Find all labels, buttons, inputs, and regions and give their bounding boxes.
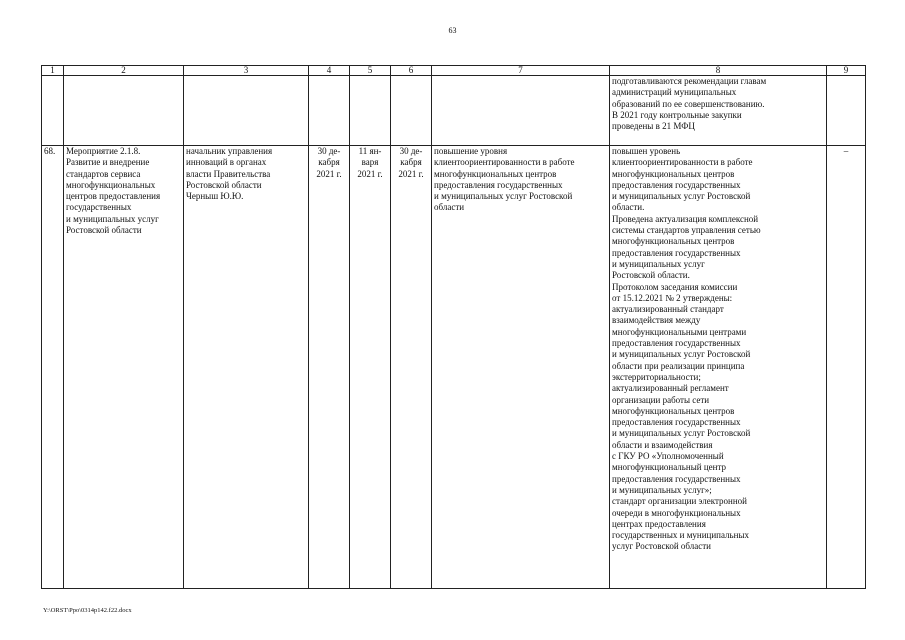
text-line: и муниципальных услуг — [612, 258, 705, 269]
measure-name-cell — [64, 146, 184, 589]
responsible-cell — [184, 146, 309, 589]
text-line: взаимодействия между — [612, 315, 701, 326]
column-number: 9 — [827, 66, 866, 76]
text-line: 30 де- — [317, 146, 341, 156]
text-line: образований по ее совершенствованию. — [612, 98, 765, 109]
text-line: центров предоставления — [66, 191, 161, 202]
text-line: начальник управления — [186, 146, 273, 156]
problems-cell: – — [827, 146, 866, 589]
text-line: и муниципальных услуг — [66, 213, 159, 224]
column-number-row — [42, 66, 866, 76]
text-line: 2021 г. — [357, 168, 383, 179]
table-cell — [350, 76, 391, 146]
text-line: области. — [612, 202, 645, 213]
text-line: Ростовской области. — [612, 270, 690, 281]
text-line: власти Правительства — [186, 168, 271, 179]
table-cell — [42, 76, 64, 146]
text-line: стандартов сервиса — [66, 168, 141, 179]
report-table — [41, 65, 866, 589]
text-line: многофункциональными центрами — [612, 326, 747, 337]
row-number: 68. — [42, 146, 64, 589]
text-line: Протоколом заседания комиссии — [612, 281, 738, 292]
text-line: с ГКУ РО «Уполномоченный — [612, 451, 724, 462]
text-line: Развитие и внедрение — [66, 157, 150, 168]
table-cell — [432, 76, 610, 146]
table-cell — [827, 76, 866, 146]
text-line: 11 ян- — [358, 146, 382, 156]
text-line: системы стандартов управления сетью — [612, 225, 761, 236]
text-line: центрах предоставления — [612, 518, 706, 529]
text-line: многофункциональный центр — [612, 462, 726, 473]
expected-result-cell — [432, 146, 610, 589]
text-line: многофункциональных центров — [612, 236, 735, 247]
text-line: услуг Ростовской области — [612, 541, 711, 552]
text-line: актуализированный регламент — [612, 383, 729, 394]
column-number: 4 — [309, 66, 350, 76]
column-number: 6 — [391, 66, 432, 76]
column-number: 2 — [64, 66, 184, 76]
text-line: инноваций в органах — [186, 157, 267, 168]
text-line: Ростовской области — [66, 225, 142, 236]
text-line: государственных — [66, 202, 132, 213]
text-line: Ростовской области — [186, 179, 262, 190]
text-line: подготавливаются рекомендации главам — [612, 76, 767, 86]
text-line: 30 де- — [399, 146, 423, 156]
text-line: предоставления государственных — [612, 417, 741, 428]
file-path-footer: Y:\ORST\Ppo\0314p142.f22.docx — [43, 607, 132, 614]
text-line: многофункциональных центров — [434, 168, 557, 179]
result-cell-continued — [610, 76, 827, 146]
text-line: Проведена актуализация комплексной — [612, 213, 759, 224]
text-line: предоставления государственных — [612, 338, 741, 349]
actual-result-cell — [610, 146, 827, 589]
table-cell — [184, 76, 309, 146]
text-line: области при реализации принципа — [612, 360, 745, 371]
text-line: повышение уровня — [434, 146, 508, 156]
text-line: многофункциональных центров — [612, 405, 735, 416]
text-line: Черныш Ю.Ю. — [186, 191, 244, 202]
column-number: 7 — [432, 66, 610, 76]
planned-date-cell — [309, 146, 350, 589]
text-line: 2021 г. — [398, 168, 424, 179]
text-line: предоставления государственных — [612, 247, 741, 258]
table-cell — [391, 76, 432, 146]
text-line: стандарт организации электронной — [612, 496, 747, 507]
column-number: 1 — [42, 66, 64, 76]
text-line: и муниципальных услуг Ростовской — [434, 191, 573, 202]
table-cell — [309, 76, 350, 146]
text-line: предоставления государственных — [612, 179, 741, 190]
text-line: и муниципальных услуг Ростовской — [612, 428, 751, 439]
text-line: очереди в многофункциональных — [612, 507, 741, 518]
text-line: предоставления государственных — [612, 473, 741, 484]
text-line: проведены в 21 МФЦ — [612, 121, 695, 132]
text-line: многофункциональных центров — [612, 168, 735, 179]
table-cell — [64, 76, 184, 146]
text-line: и муниципальных услуг Ростовской — [612, 191, 751, 202]
column-number: 3 — [184, 66, 309, 76]
text-line: клиентоориентированности в работе — [434, 157, 575, 168]
text-line: государственных и муниципальных — [612, 530, 749, 541]
text-line: варя — [361, 157, 379, 168]
text-line: администраций муниципальных — [612, 87, 737, 98]
text-line: организации работы сети — [612, 394, 710, 405]
text-line: кабря — [318, 157, 340, 168]
text-line: и муниципальных услуг»; — [612, 484, 712, 495]
text-line: Мероприятие 2.1.8. — [66, 146, 141, 156]
column-number: 8 — [610, 66, 827, 76]
text-line: области и взаимодействия — [612, 439, 713, 450]
column-number: 5 — [350, 66, 391, 76]
text-line: В 2021 году контрольные закупки — [612, 109, 742, 120]
table-row — [42, 146, 866, 589]
text-line: и муниципальных услуг Ростовской — [612, 349, 751, 360]
text-line: 2021 г. — [316, 168, 342, 179]
text-line: актуализированный стандарт — [612, 304, 724, 315]
end-date-cell — [391, 146, 432, 589]
text-line: предоставления государственных — [434, 179, 563, 190]
text-line: кабря — [400, 157, 422, 168]
text-line: многофункциональных — [66, 179, 156, 190]
text-line: экстерриториальности; — [612, 371, 701, 382]
text-line: области — [434, 202, 465, 213]
text-line: повышен уровень — [612, 146, 681, 156]
continuation-row — [42, 76, 866, 146]
start-date-cell — [350, 146, 391, 589]
page-number: 63 — [448, 26, 457, 35]
text-line: от 15.12.2021 № 2 утверждены: — [612, 292, 733, 303]
text-line: клиентоориентированности в работе — [612, 157, 753, 168]
